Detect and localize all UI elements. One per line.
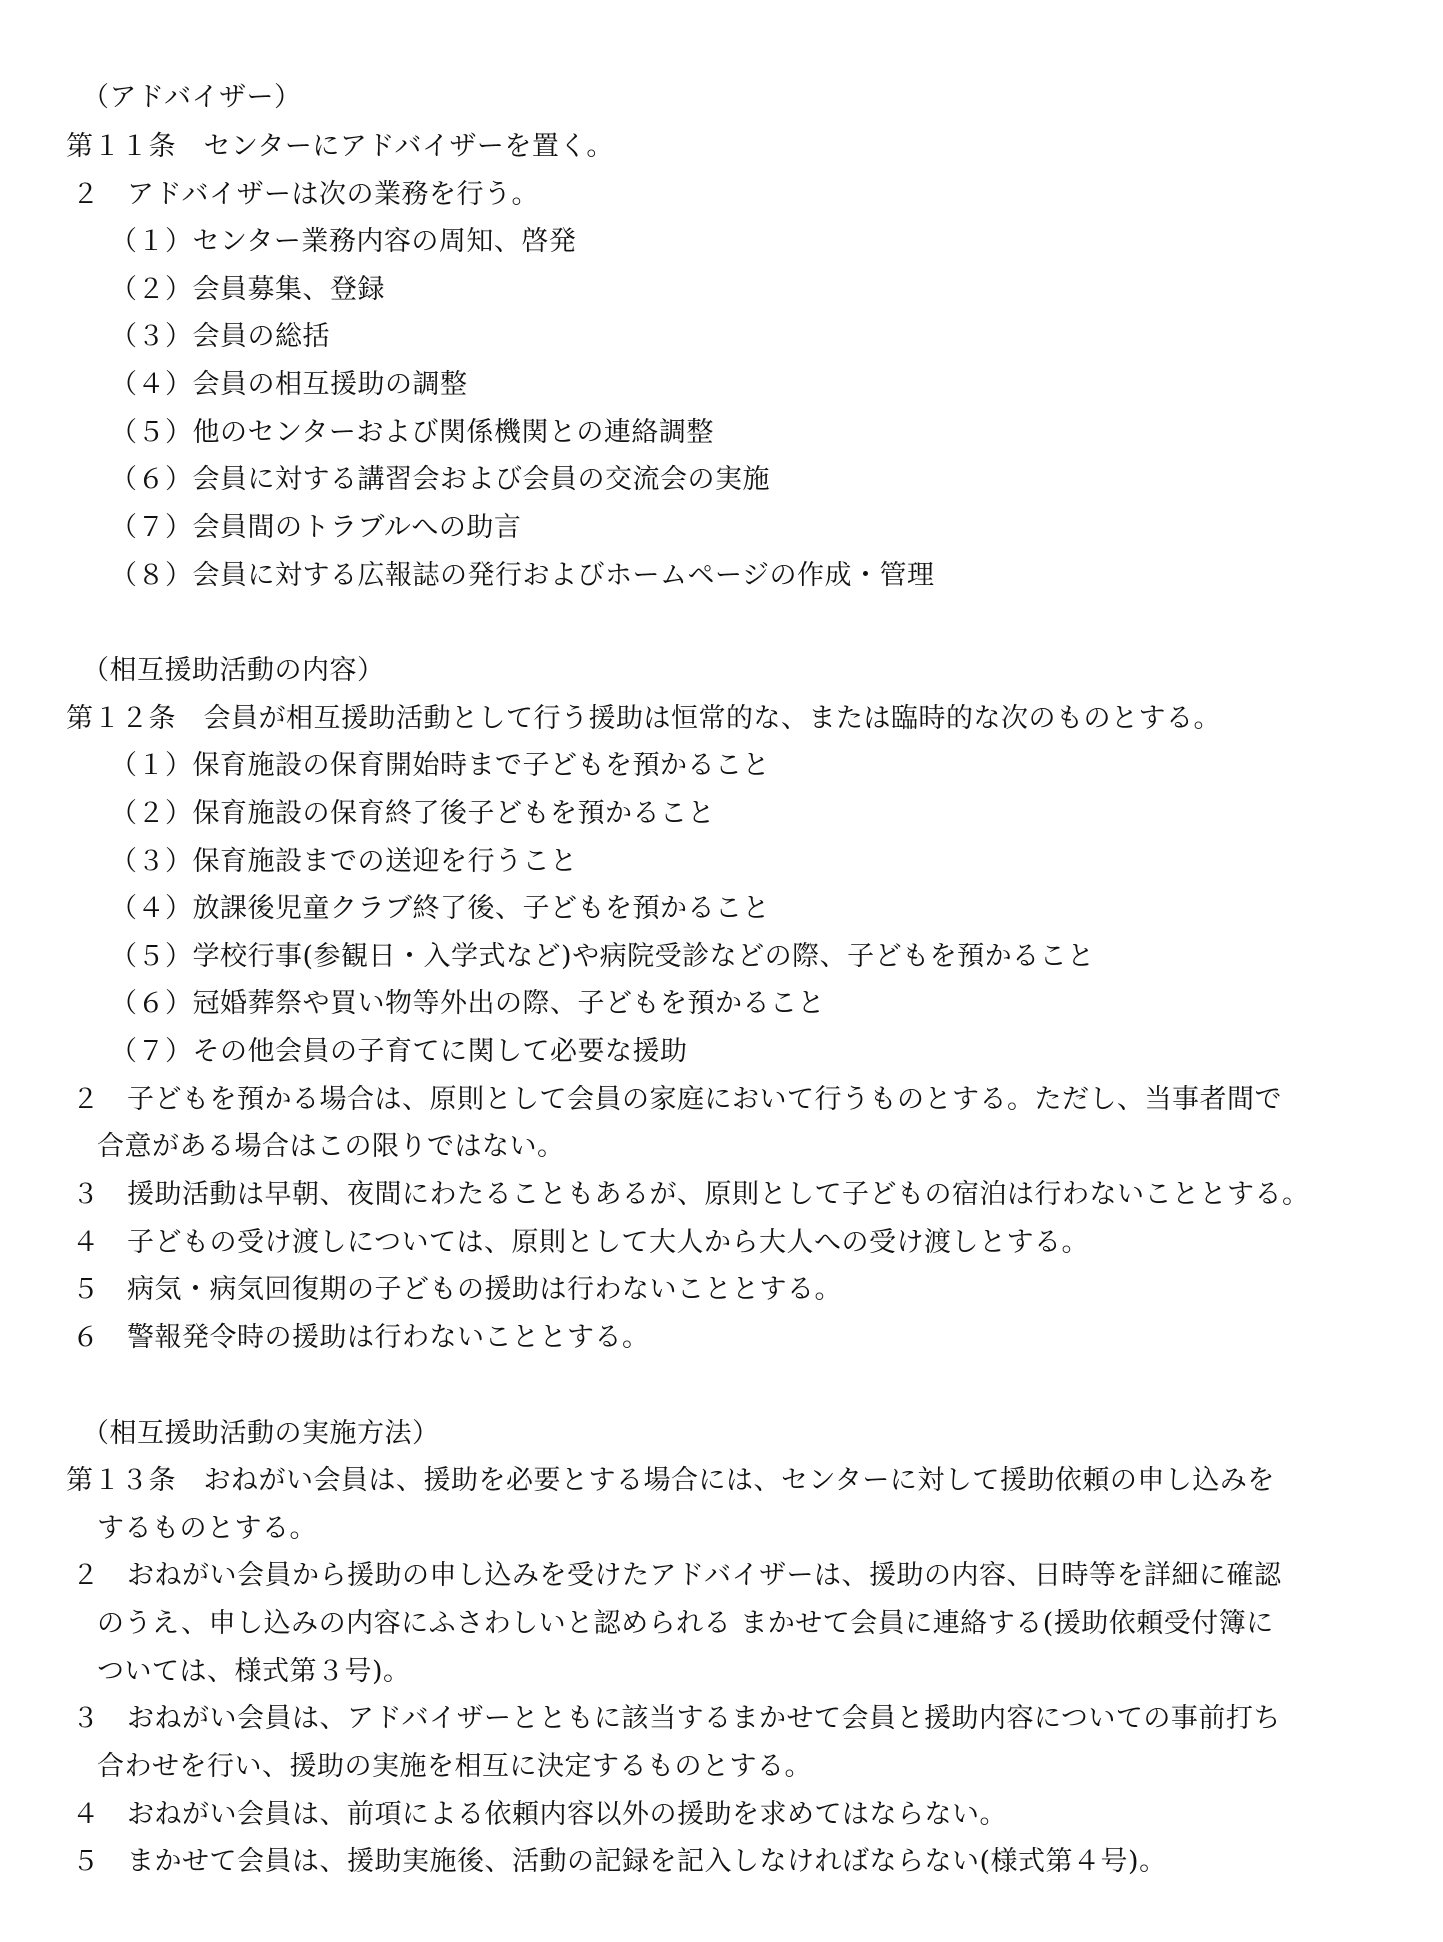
article-12-item-5: （５）学校行事(参観日・入学式など)や病院受診などの際、子どもを預かること: [110, 941, 1095, 972]
article-12-item-3: （３）保育施設までの送迎を行うこと: [110, 846, 578, 877]
article-11-item-4: （４）会員の相互援助の調整: [110, 369, 468, 400]
article-12-paragraph-2-cont: 合意がある場合はこの限りではない。: [97, 1131, 565, 1162]
article-12-paragraph-2: ２ 子どもを預かる場合は、原則として会員の家庭において行うものとする。ただし、当事者間で: [72, 1084, 1282, 1115]
section-13-heading: （相互援助活動の実施方法）: [82, 1418, 440, 1449]
article-13-paragraph-3-cont: 合わせを行い、援助の実施を相互に決定するものとする。: [97, 1751, 812, 1782]
article-13: 第１３条 おねがい会員は、援助を必要とする場合には、センターに対して援助依頼の申し込みを: [66, 1465, 1275, 1496]
article-11-paragraph-2: ２ アドバイザーは次の業務を行う。: [72, 179, 539, 210]
article-11-item-7: （７）会員間のトラブルへの助言: [110, 512, 522, 543]
article-11-item-2: （２）会員募集、登録: [110, 274, 385, 305]
article-13-paragraph-3: ３ おねがい会員は、アドバイザーとともに該当するまかせて会員と援助内容についての事前打ち: [72, 1703, 1281, 1734]
article-12-paragraph-3: ３ 援助活動は早朝、夜間にわたることもあるが、原則として子どもの宿泊は行わないこととする。: [72, 1179, 1310, 1210]
article-13-cont: するものとする。: [97, 1513, 317, 1544]
article-13-paragraph-2-cont-1: のうえ、申し込みの内容にふさわしいと認められる まかせて会員に連絡する(援助依頼受付簿に: [97, 1608, 1274, 1639]
article-11-item-8: （８）会員に対する広報誌の発行およびホームページの作成・管理: [110, 560, 935, 591]
article-12-paragraph-6: ６ 警報発令時の援助は行わないこととする。: [72, 1322, 650, 1353]
article-13-paragraph-4: ４ おねがい会員は、前項による依頼内容以外の援助を求めてはならない。: [72, 1799, 1007, 1830]
article-11: 第１１条 センターにアドバイザーを置く。: [66, 131, 614, 162]
article-12-item-4: （４）放課後児童クラブ終了後、子どもを預かること: [110, 893, 770, 924]
article-13-paragraph-2-cont-2: ついては、様式第３号)。: [97, 1656, 411, 1687]
section-11-heading: （アドバイザー）: [82, 82, 302, 113]
article-11-item-3: （３）会員の総括: [110, 321, 330, 352]
article-11-item-5: （５）他のセンターおよび関係機関との連絡調整: [110, 417, 714, 448]
article-11-item-6: （６）会員に対する講習会および会員の交流会の実施: [110, 464, 770, 495]
section-12-heading: （相互援助活動の内容）: [82, 655, 385, 686]
article-12-item-7: （７）その他会員の子育てに関して必要な援助: [110, 1036, 688, 1067]
article-12-paragraph-4: ４ 子どもの受け渡しについては、原則として大人から大人への受け渡しとする。: [72, 1227, 1089, 1258]
article-11-item-1: （１）センター業務内容の周知、啓発: [110, 226, 577, 257]
article-12: 第１２条 会員が相互援助活動として行う援助は恒常的な、または臨時的な次のものとする。: [66, 703, 1221, 734]
article-12-item-1: （１）保育施設の保育開始時まで子どもを預かること: [110, 750, 770, 781]
article-13-paragraph-2: ２ おねがい会員から援助の申し込みを受けたアドバイザーは、援助の内容、日時等を詳細に確認: [72, 1560, 1282, 1591]
article-12-paragraph-5: ５ 病気・病気回復期の子どもの援助は行わないこととする。: [72, 1274, 842, 1305]
article-12-item-2: （２）保育施設の保育終了後子どもを預かること: [110, 798, 715, 829]
article-13-paragraph-5: ５ まかせて会員は、援助実施後、活動の記録を記入しなければならない(様式第４号)。: [72, 1846, 1167, 1877]
article-12-item-6: （６）冠婚葬祭や買い物等外出の際、子どもを預かること: [110, 988, 825, 1019]
